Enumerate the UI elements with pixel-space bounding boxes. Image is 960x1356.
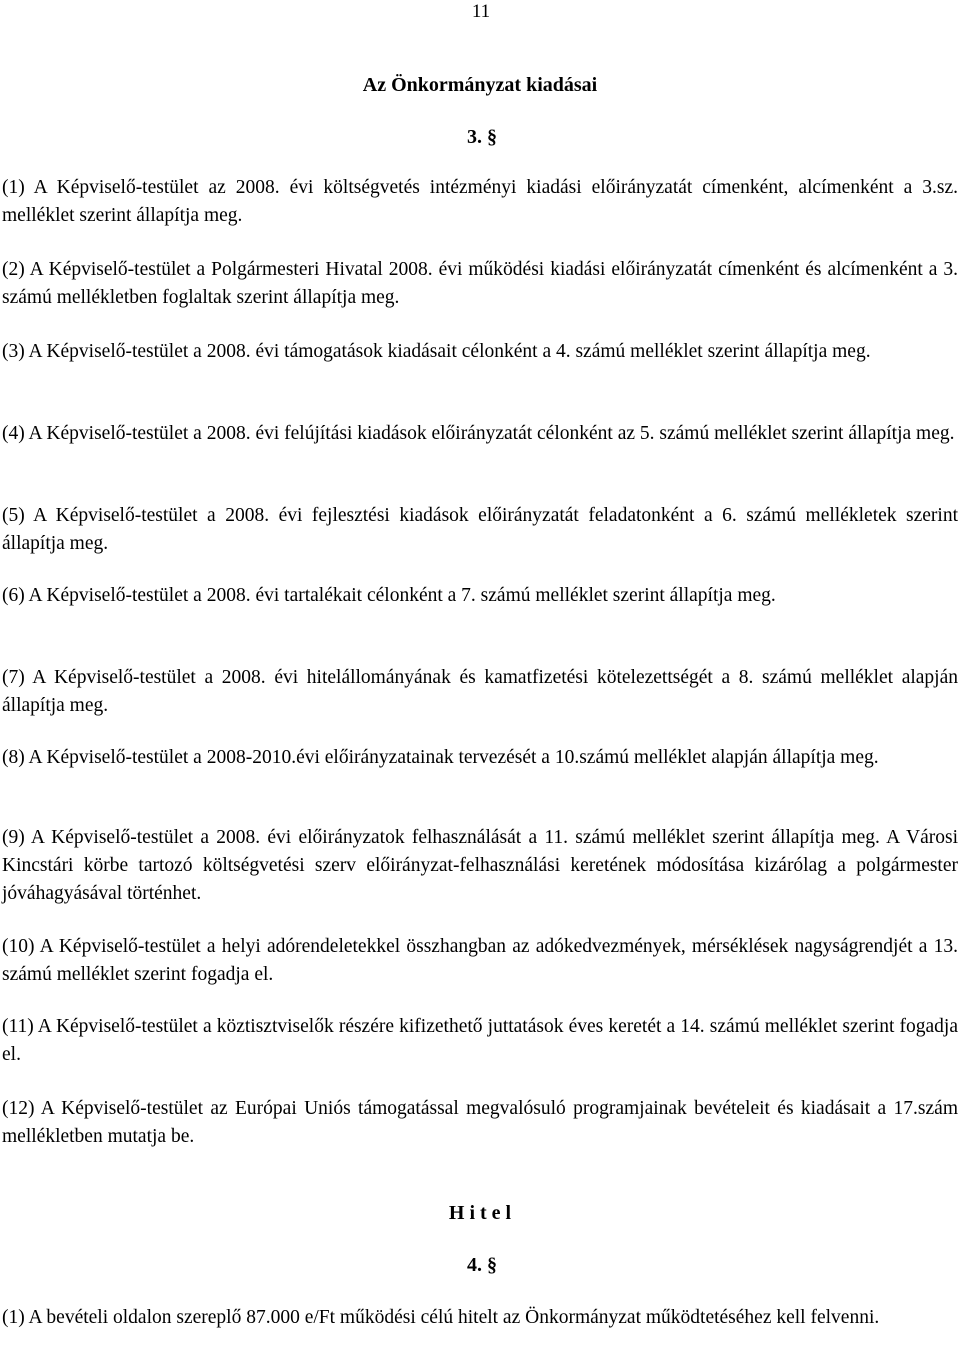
paragraph-6: (6) A Képviselő-testület a 2008. évi tartalékait célonként a 7. számú melléklet szerint állapítja meg. [2,585,776,606]
paragraph-1: (1) A Képviselő-testület az 2008. évi költségvetés intézményi kiadási előirányzatát címenként, alcímenként a 3.sz. melléklet szerint állapítja meg. [2,177,958,226]
hitel-heading: H i t e l [448,1202,512,1224]
paragraph-12: (12) A Képviselő-testület az Európai Uniós támogatással megvalósuló programjainak bevételeit és kiadásait a 17.szám mellékletben mutatja be. [2,1098,958,1147]
page-number: 11 [471,1,491,22]
paragraph-2: (2) A Képviselő-testület a Polgármesteri Hivatal 2008. évi működési kiadási előirányzatát címenként és alcímenként a 3. számú mellékletben foglaltak szerint állapítja meg. [2,259,958,308]
paragraph-8: (8) A Képviselő-testület a 2008-2010.évi előirányzatainak tervezését a 10.számú melléklet alapján állapítja meg. [2,747,879,768]
section-heading-4: 4. § [467,1254,497,1276]
paragraph-3: (3) A Képviselő-testület a 2008. évi támogatások kiadásait célonként a 4. számú melléklet szerint állapítja meg. [2,341,871,362]
paragraph-9: (9) A Képviselő-testület a 2008. évi előirányzatok felhasználását a 11. számú melléklet szerint állapítja meg. A Városi Kincstári körbe tartozó költségvetési szerv előirányzat-felhasználási keretének módosítása kizárólag a polgármester jóváhagyásával történhet. [2,827,958,904]
paragraph-11: (11) A Képviselő-testület a köztisztviselők részére kifizethető juttatások éves keretét a 14. számú melléklet szerint fogadja el. [2,1016,958,1065]
paragraph-10: (10) A Képviselő-testület a helyi adórendeletekkel összhangban az adókedvezmények, mérséklések nagyságrendjét a 13. számú melléklet szerint fogadja el. [2,936,958,985]
section-heading-3: 3. § [467,126,497,148]
paragraph-5: (5) A Képviselő-testület a 2008. évi fejlesztési kiadások előirányzatát feladatonként a 6. számú mellékletek szerint állapítja meg. [2,505,958,554]
paragraph-4: (4) A Képviselő-testület a 2008. évi felújítási kiadások előirányzatát célonként az 5. számú melléklet szerint állapítja meg. [2,423,955,444]
paragraph-7: (7) A Képviselő-testület a 2008. évi hitelállományának és kamatfizetési kötelezettségét a 8. számú melléklet alapján állapítja meg. [2,667,958,716]
page-title: Az Önkormányzat kiadásai [362,74,598,96]
section-4-paragraph-1: (1) A bevételi oldalon szereplő 87.000 e/Ft működési célú hitelt az Önkormányzat működtetéséhez kell felvenni. [2,1307,880,1328]
